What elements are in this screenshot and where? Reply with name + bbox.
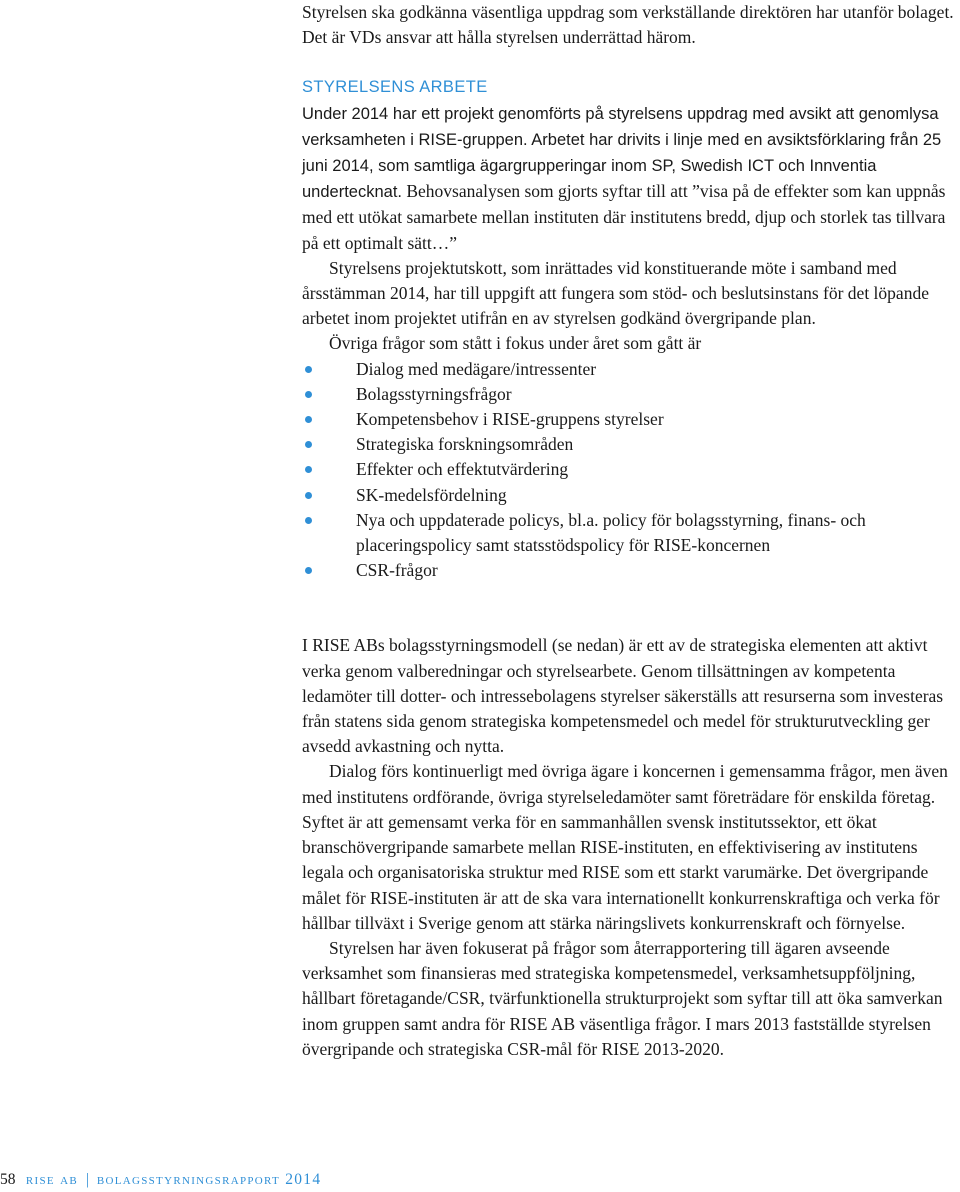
- list-item: Bolagsstyrningsfrågor: [302, 382, 960, 407]
- spacer: [302, 583, 960, 608]
- body-paragraph-3: Styrelsen har även fokuserat på frågor som återrapportering till ägaren avseende verksamhet som finansieras med strategiska kompetensmedel, verksamhetsuppföljning, hållbart företagande/CSR, tvärfunktionella strukturprojekt som syftar till att öka samverkan inom gruppen samt andra för RISE AB väsentliga frågor. I mars 2013 fastställde styrelsen övergripande och strategiska CSR-mål för RISE 2013-2020.: [302, 937, 943, 1059]
- footer-separator: |: [85, 1171, 89, 1188]
- body-paragraph-2: Dialog förs kontinuerligt med övriga ägare i koncernen i gemensamma frågor, men även med institutens ordförande, övriga styrelseledamöter samt företrädare för enskilda företag. Syftet är att gemensamt verka för en sammanhållen svensk institutssektor, ett ökat branschövergripande samarbete mellan RISE-instituten, en effektivisering av institutens legala och organisatoriska struktur med RISE som ett starkt varumärke. Det övergripande målet för RISE-instituten är att de ska vara internationellt konkurrenskraftiga och verka för hållbar tillväxt i Sverige genom att stärka näringslivets konkurrenskraft och förnyelse.: [302, 761, 948, 933]
- page-number: 58: [0, 1171, 16, 1188]
- list-item: Effekter och effektutvärdering: [302, 457, 960, 482]
- section-paragraph-1: [302, 101, 960, 256]
- focus-list: [302, 357, 960, 584]
- list-item: CSR-frågor: [302, 558, 960, 583]
- list-item: Kompetensbehov i RISE-gruppens styrelser: [302, 407, 960, 432]
- footer-report-title: bolagsstyrningsrapport 2014: [96, 1171, 322, 1188]
- list-item: SK-medelsfördelning: [302, 483, 960, 508]
- section-paragraph-3: Övriga frågor som stått i fokus under året som gått är: [329, 333, 702, 354]
- spacer: [302, 608, 960, 633]
- intro-paragraph: Styrelsen ska godkänna väsentliga uppdrag som verkställande direktören har utanför bolaget. Det är VDs ansvar att hålla styrelsen underrättad härom.: [302, 2, 954, 48]
- section-paragraph-1-serif: Behovsanalysen som gjorts syftar till att ”visa på de effekter som kan uppnås med ett utökat samarbete mellan instituten där institutens bredd, djup och storlek tas tillvara på ett optimalt sätt…”: [302, 181, 946, 253]
- section-paragraph-2: Styrelsens projektutskott, som inrättades vid konstituerande möte i samband med årsstämman 2014, har till uppgift att fungera som stöd- och beslutsinstans för det löpande arbetet inom projektet utifrån en av styrelsen godkänd övergripande plan.: [302, 257, 929, 329]
- page-footer: [0, 1168, 600, 1192]
- section-heading: STYRELSENS ARBETE: [302, 78, 488, 97]
- footer-brand: rise ab: [25, 1171, 78, 1188]
- list-item: Dialog med medägare/intressenter: [302, 357, 960, 382]
- list-item: Strategiska forskningsområden: [302, 432, 960, 457]
- section-paragraph-1-sans: Under 2014 har ett projekt genomförts på styrelsens uppdrag med avsikt att genomlysa verksamheten i RISE-gruppen. Arbetet har drivits i linje med en avsiktsförklaring från 25 juni 2014, som samtliga ägargrupperingar inom SP, Swedish ICT och Innventia undertecknat.: [302, 104, 942, 202]
- main-text-column: [302, 0, 960, 1062]
- list-item: Nya och uppdaterade policys, bl.a. policy för bolagsstyrning, finans- och placeringspolicy samt statsstödspolicy för RISE-koncernen: [302, 508, 960, 558]
- body-paragraph-1: I RISE ABs bolagsstyrningsmodell (se nedan) är ett av de strategiska elementen att aktivt verka genom valberedningar och styrelsearbete. Genom tillsättningen av kompetenta ledamöter till dotter- och intressebolagens styrelser säkerställs att resurserna som investeras från statens sida genom strategiska kompetensmedel och medel för strukturutveckling ger avsedd avkastning och nytta.: [302, 635, 944, 757]
